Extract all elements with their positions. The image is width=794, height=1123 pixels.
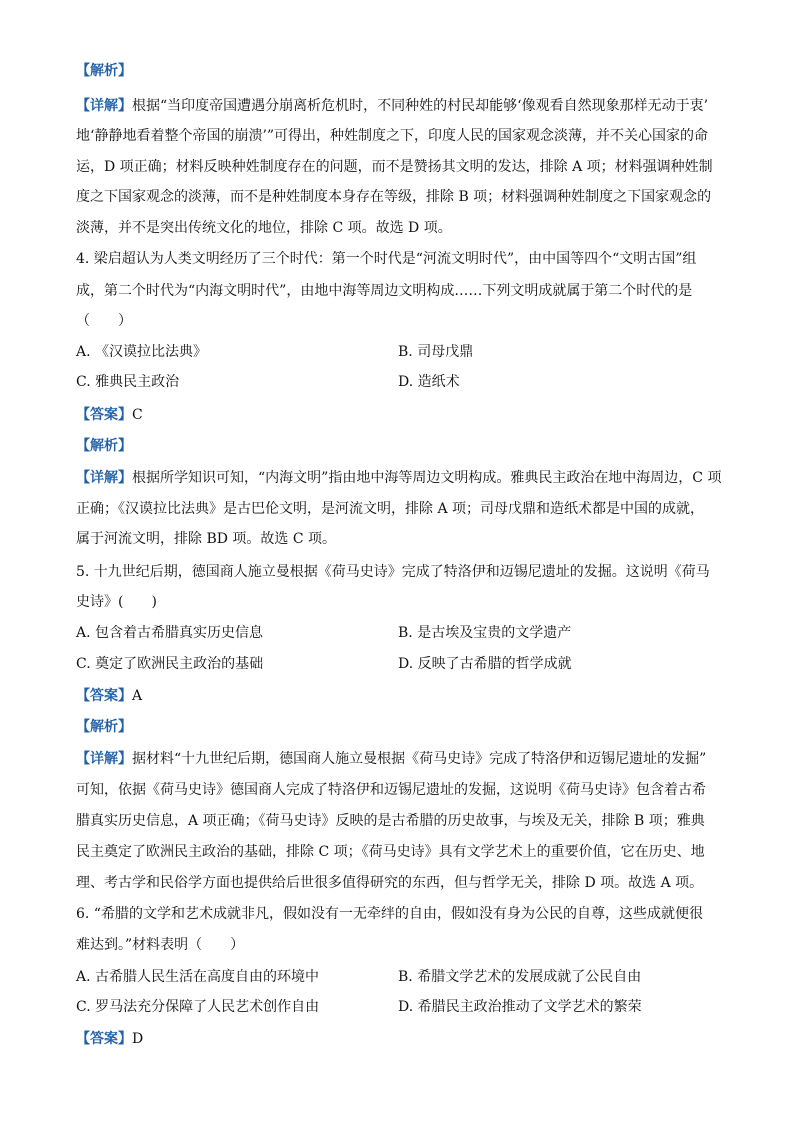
question-stem: （ ） [76,313,132,329]
detail-label: 【详解】 [76,98,132,114]
option-b: B. 司母戊鼎 [398,344,474,360]
answer-label: 【答案】 [76,407,132,423]
option-a: A. 《汉谟拉比法典》 [76,344,208,360]
analysis-label: 【解析】 [76,438,132,454]
option-d: D. 反映了古希腊的哲学成就 [398,656,572,672]
answer-label: 【答案】 [76,688,132,704]
answer-label: 【答案】 [76,1031,132,1047]
detail-line: 腊真实历史信息，A 项正确；《荷马史诗》反映的是古希腊的历史故事，与埃及无关，排除 B 项；雅典 [76,813,705,829]
detail-line: 地‘静静地看着整个帝国的崩溃’”可得出，种姓制度之下，印度人民的国家观念淡薄，并不关心国家的命 [76,128,709,144]
question-stem: 4. 梁启超认为人类文明经历了三个时代：第一个时代是“河流文明时代”，由中国等四个“文明古国”组 [76,251,697,267]
detail-text: 据材料“十九世纪后期，德国商人施立曼根据《荷马史诗》完成了特洛伊和迈锡尼遗址的发掘” [132,751,707,767]
detail-line: 淡薄，并不是突出传统文化的地位，排除 C 项。故选 D 项。 [76,220,452,236]
analysis-label: 【解析】 [76,63,132,79]
question-stem: 成，第二个时代为“内海文明时代”，由地中海等周边文明构成……下列文明成就属于第二个时代的是 [76,283,693,299]
question-stem: 史诗》( ) [76,594,157,610]
detail-text: 根据所学知识可知，“内海文明”指由地中海等周边文明构成。雅典民主政治在地中海周边，C 项 [132,470,722,486]
detail-line: 可知，依据《荷马史诗》德国商人完成了特洛伊和迈锡尼遗址的发掘，这说明《荷马史诗》包含着古希 [76,782,706,798]
answer-value: C [132,407,143,423]
answer-line [76,1029,726,1049]
detail-line [76,96,726,116]
detail-text: 根据“当印度帝国遭遇分崩离析危机时，不同种姓的村民却能够‘像观看自然现象那样无动于衷’ [132,98,709,114]
detail-line: 运，D 项正确；材料反映种姓制度存在的问题，而不是赞扬其文明的发达，排除 A 项；材料强调种姓制 [76,159,713,175]
detail-line [76,749,726,769]
option-b: B. 是古埃及宝贵的文学遗产 [398,625,572,641]
question-stem: 5. 十九世纪后期，德国商人施立曼根据《荷马史诗》完成了特洛伊和迈锡尼遗址的发掘。这说明《荷马 [76,564,710,580]
answer-line [76,686,726,706]
detail-line: 正确；《汉谟拉比法典》是古巴伦文明，是河流文明，排除 A 项；司母戊鼎和造纸术都是中国的成就， [76,501,705,517]
detail-label: 【详解】 [76,470,132,486]
option-d: D. 希腊民主政治推动了文学艺术的繁荣 [398,999,642,1015]
analysis-label: 【解析】 [76,719,132,735]
question-stem: 难达到。”材料表明（ ） [76,937,245,953]
option-c: C. 奠定了欧洲民主政治的基础 [76,656,264,672]
answer-value: D [132,1031,144,1047]
option-c: C. 罗马法充分保障了人民艺术创作自由 [76,999,320,1015]
option-a: A. 包含着古希腊真实历史信息 [76,625,264,641]
option-d: D. 造纸术 [398,374,460,390]
answer-line [76,405,726,425]
option-b: B. 希腊文学艺术的发展成就了公民自由 [398,969,642,985]
detail-line: 理、考古学和民俗学方面也提供给后世很多值得研究的东西，但与哲学无关，排除 D 项。故选 A 项。 [76,875,704,891]
detail-line: 民主奠定了欧洲民主政治的基础，排除 C 项；《荷马史诗》具有文学艺术上的重要价值，它在历史、地 [76,844,705,860]
detail-line: 度之下国家观念的淡薄，而不是种姓制度本身存在等级，排除 B 项；材料强调种姓制度之下国家观念的 [76,189,712,205]
answer-value: A [132,688,143,704]
question-stem: 6. “希腊的文学和艺术成就非凡，假如没有一无牵绊的自由，假如没有身为公民的自尊，这些成就便很 [76,906,703,922]
detail-line: 属于河流文明，排除 BD 项。故选 C 项。 [76,531,337,547]
detail-line [76,468,726,488]
option-c: C. 雅典民主政治 [76,374,180,390]
detail-label: 【详解】 [76,751,132,767]
option-a: A. 古希腊人民生活在高度自由的环境中 [76,969,320,985]
